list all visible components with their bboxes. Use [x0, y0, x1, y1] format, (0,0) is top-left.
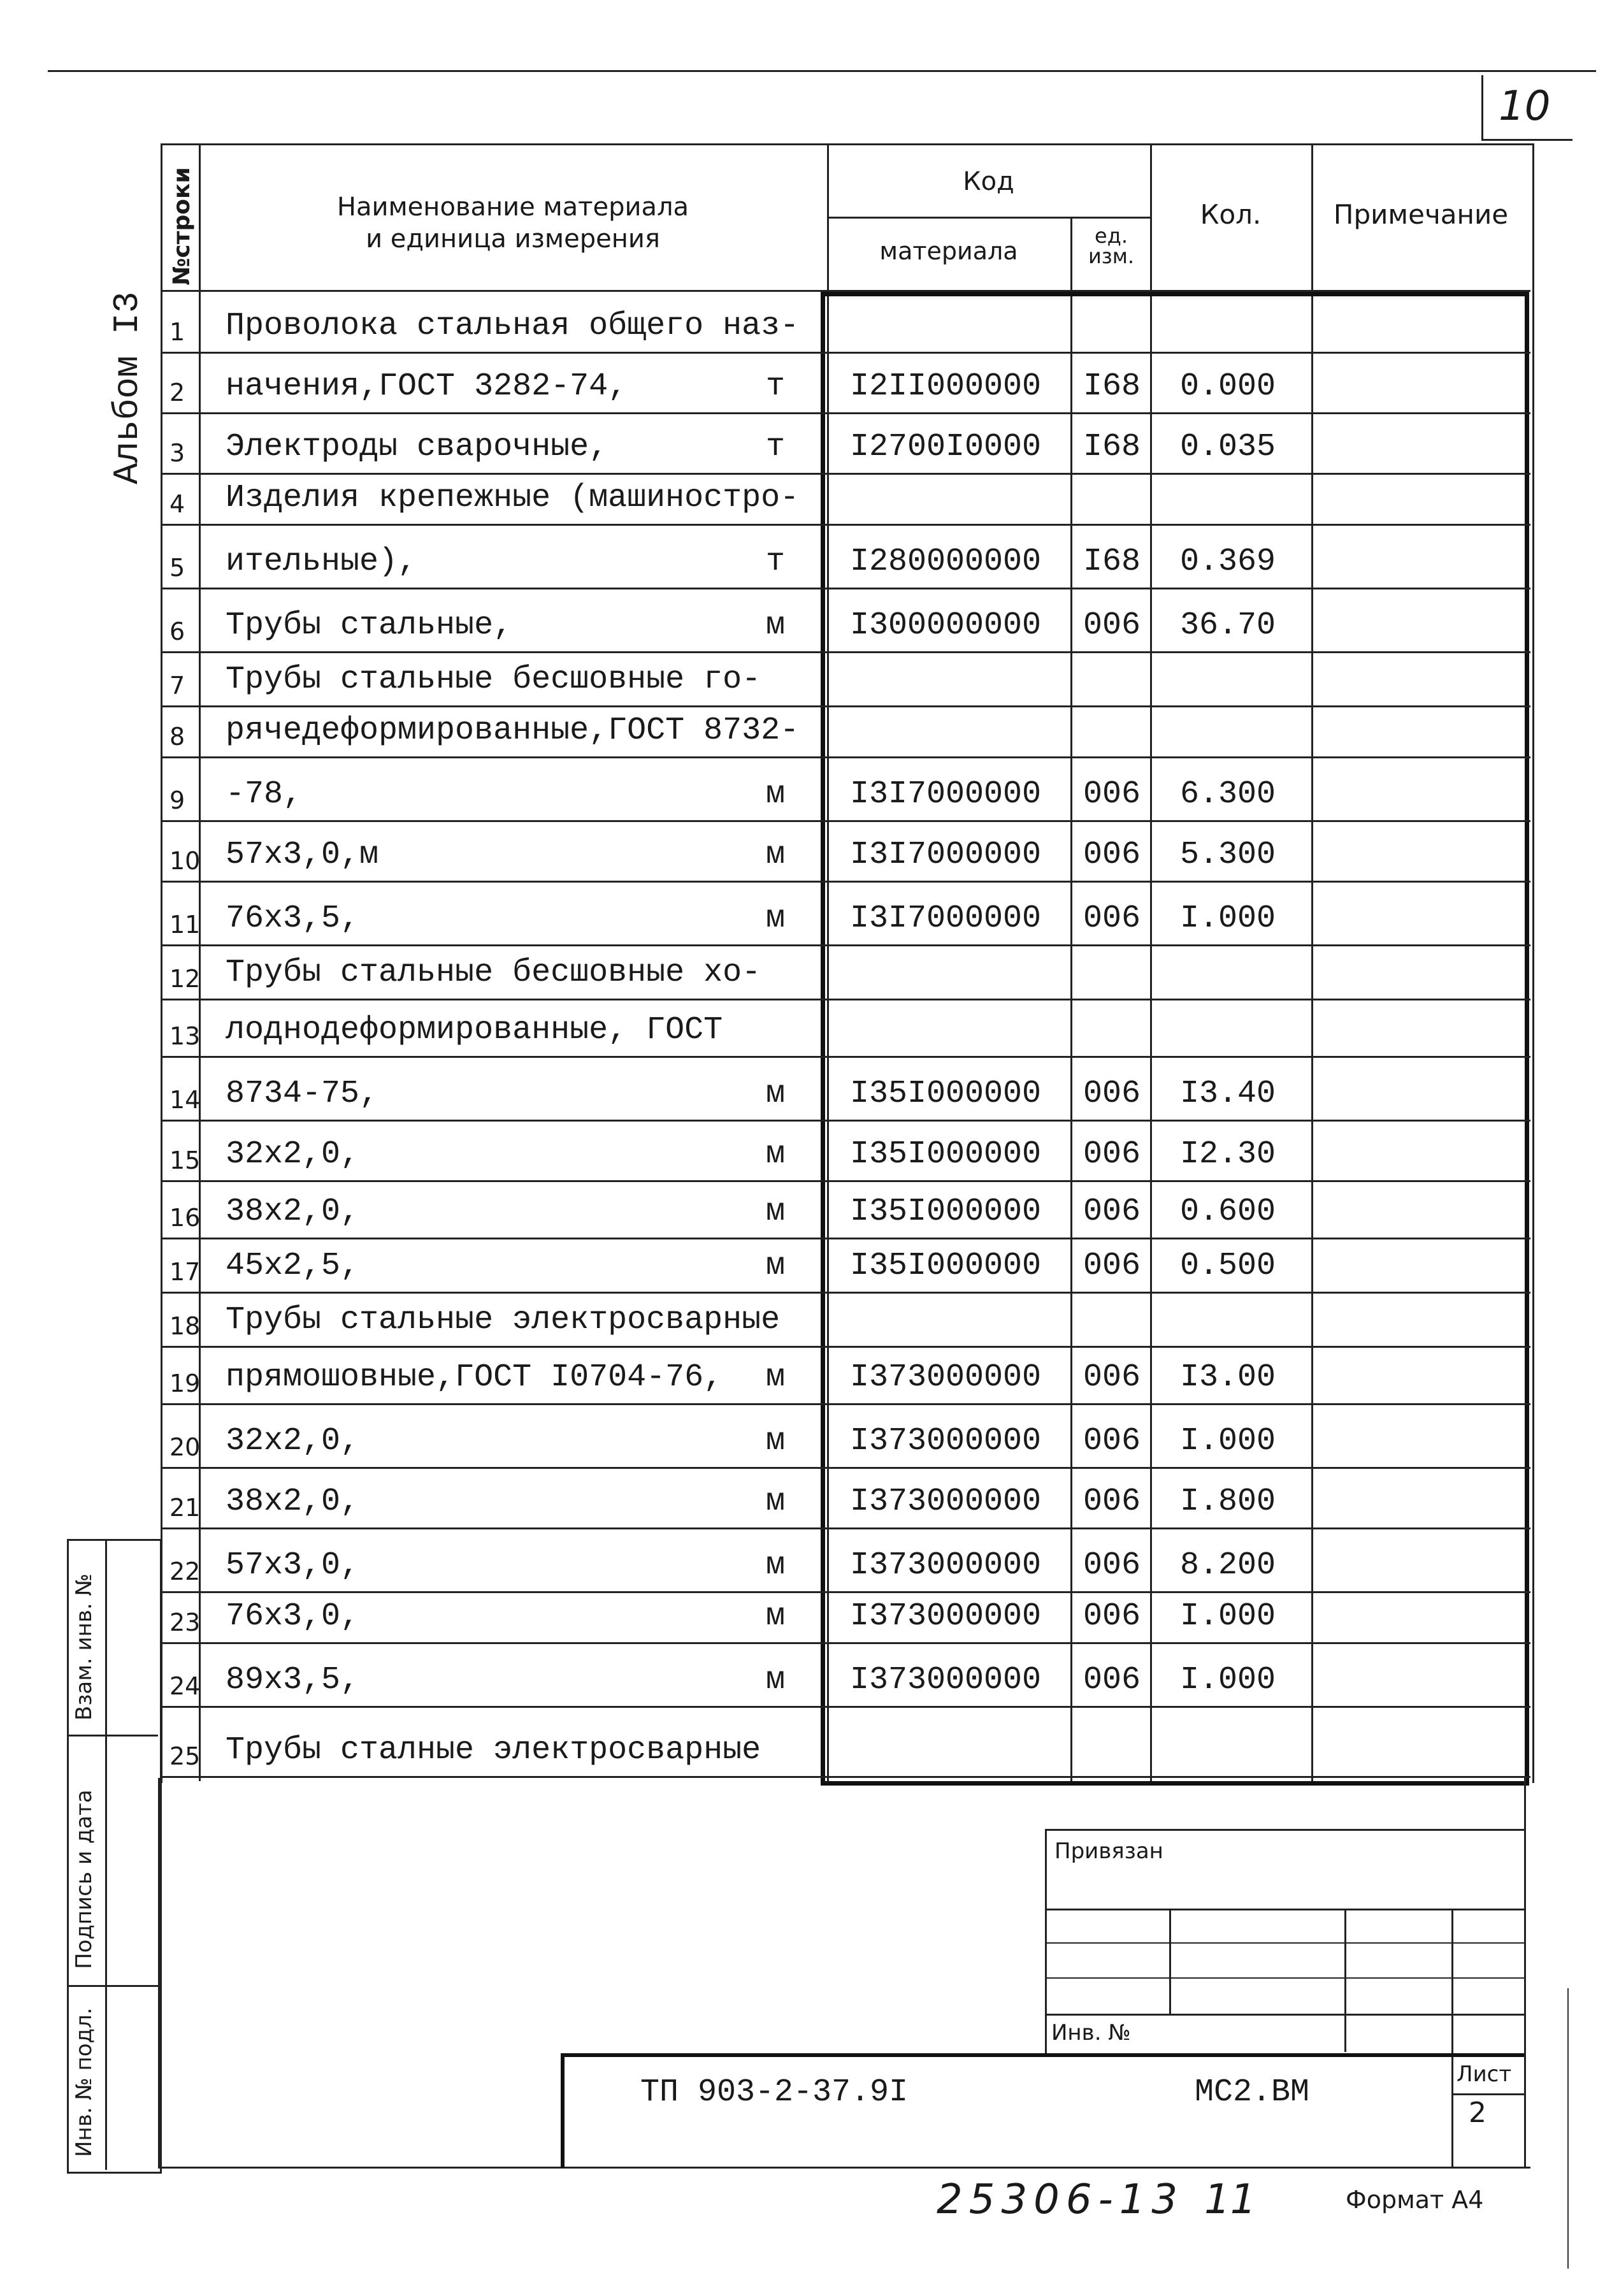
- privyazan-label: Привязан: [1054, 1838, 1163, 1864]
- material-name: 76x3,0,: [226, 1598, 360, 1635]
- table-row: [161, 1182, 1530, 1239]
- material-name: лоднодеформированные, ГОСТ: [226, 1012, 723, 1048]
- unit-code: 006: [1083, 1248, 1141, 1284]
- unit-code: 006: [1083, 607, 1141, 644]
- row-number: 8: [169, 723, 185, 751]
- footer-handwritten-page: 11: [1204, 2176, 1256, 2223]
- row-number: 24: [169, 1672, 201, 1700]
- row-number: 2: [169, 379, 185, 407]
- quantity: 0.369: [1180, 544, 1276, 580]
- material-code: I373000000: [850, 1547, 1042, 1584]
- material-unit: м: [766, 1194, 786, 1230]
- tb-v1: [1169, 1909, 1171, 2014]
- hdr-row-no: №строки: [169, 167, 195, 285]
- material-name: -78,: [226, 776, 303, 812]
- row-number: 23: [169, 1608, 201, 1636]
- table-row: [161, 1294, 1530, 1348]
- footer-format: Формат А4: [1346, 2186, 1484, 2214]
- sheet-number: 2: [1469, 2097, 1486, 2129]
- title-strip-left: [561, 2053, 565, 2168]
- sheet-cell-split: [1451, 2093, 1524, 2095]
- row-number: 6: [169, 617, 185, 646]
- row-number: 7: [169, 672, 185, 700]
- material-unit: м: [766, 1423, 786, 1459]
- table-row: [161, 758, 1530, 822]
- material-name: Изделия крепежные (машиностро-: [226, 480, 800, 516]
- top-rule: [48, 70, 1596, 72]
- material-name: 89x3,5,: [226, 1662, 360, 1698]
- quantity: 0.600: [1180, 1194, 1276, 1230]
- table-row: [161, 1644, 1530, 1708]
- row-number: 15: [169, 1146, 201, 1174]
- material-name: Трубы стальные электросварные: [226, 1302, 781, 1338]
- frame-bottom: [158, 2167, 1530, 2169]
- material-name: Проволока стальная общего наз-: [226, 308, 800, 344]
- table-row: [161, 946, 1530, 1000]
- material-unit: т: [766, 368, 786, 405]
- row-number: 22: [169, 1557, 201, 1585]
- material-name: прямошовные,ГОСТ I0704-76,: [226, 1359, 723, 1396]
- material-code: I373000000: [850, 1423, 1042, 1459]
- quantity: I3.40: [1180, 1076, 1276, 1112]
- side-stamp-h2: [67, 1985, 158, 1987]
- material-name: 32x2,0,: [226, 1136, 360, 1173]
- material-code: I2700I0000: [850, 429, 1042, 465]
- material-name: рячедеформированные,ГОСТ 8732-: [226, 712, 800, 749]
- quantity: 36.70: [1180, 607, 1276, 644]
- unit-code: 006: [1083, 1547, 1141, 1584]
- material-code: I3I7000000: [850, 776, 1042, 812]
- quantity: I.000: [1180, 1423, 1276, 1459]
- row-number: 1: [169, 318, 185, 346]
- podpis-data-label: Подпись и дата: [71, 1789, 97, 1969]
- material-name: 57x3,0,м: [226, 837, 379, 873]
- quantity: I3.00: [1180, 1359, 1276, 1396]
- table-row: [161, 589, 1530, 653]
- tb-v3: [1451, 1909, 1453, 2167]
- material-unit: м: [766, 1662, 786, 1698]
- material-unit: м: [766, 1547, 786, 1584]
- unit-code: 006: [1083, 1484, 1141, 1520]
- quantity: 0.000: [1180, 368, 1276, 405]
- unit-code: 006: [1083, 776, 1141, 812]
- sheet-label: Лист: [1457, 2061, 1512, 2087]
- table-row: [161, 1348, 1530, 1405]
- row-number: 18: [169, 1312, 201, 1340]
- quantity: 8.200: [1180, 1547, 1276, 1584]
- hdr-code-material: материала: [879, 237, 1018, 265]
- album-label: Альбом I3: [107, 291, 148, 484]
- hdr-name-text: Наименование материала и единица измерения: [336, 192, 689, 254]
- material-unit: т: [766, 544, 786, 580]
- unit-code: I68: [1083, 429, 1141, 465]
- material-name: Трубы стальные,: [226, 607, 513, 644]
- material-code: I3I7000000: [850, 837, 1042, 873]
- unit-code: 006: [1083, 1359, 1141, 1396]
- material-name: 38x2,0,: [226, 1194, 360, 1230]
- material-name: 57x3,0,: [226, 1547, 360, 1584]
- material-code: I35I000000: [850, 1136, 1042, 1173]
- table-row: [161, 1000, 1530, 1058]
- unit-code: 006: [1083, 1598, 1141, 1635]
- table-row: [161, 526, 1530, 589]
- material-unit: м: [766, 776, 786, 812]
- quantity: 0.035: [1180, 429, 1276, 465]
- quantity: I.800: [1180, 1484, 1276, 1520]
- row-number: 5: [169, 554, 185, 582]
- table-row: [161, 414, 1530, 475]
- material-code: I373000000: [850, 1484, 1042, 1520]
- table-row: [161, 293, 1530, 354]
- unit-code: 006: [1083, 1076, 1141, 1112]
- row-number: 3: [169, 439, 185, 467]
- unit-code: 006: [1083, 1136, 1141, 1173]
- quantity: I.000: [1180, 1662, 1276, 1698]
- row-number: 19: [169, 1369, 201, 1397]
- material-unit: м: [766, 1136, 786, 1173]
- corner-number: 10: [1499, 83, 1551, 130]
- row-number: 14: [169, 1086, 201, 1114]
- quantity: 5.300: [1180, 837, 1276, 873]
- material-name: 8734-75,: [226, 1076, 379, 1112]
- material-unit: м: [766, 1484, 786, 1520]
- frame-left-lower: [158, 1778, 160, 2168]
- table-row: [161, 1405, 1530, 1469]
- unit-code: I68: [1083, 544, 1141, 580]
- side-stamp-h1: [67, 1735, 158, 1736]
- material-name: Трубы стальные бесшовные хо-: [226, 955, 761, 991]
- row-number: 4: [169, 490, 185, 518]
- material-name: 32x2,0,: [226, 1423, 360, 1459]
- hdr-note: Примечание: [1333, 199, 1509, 230]
- row-number: 20: [169, 1433, 201, 1461]
- quantity: I.000: [1180, 900, 1276, 937]
- title-strip-top: [561, 2053, 1524, 2057]
- table-row: [161, 1058, 1530, 1122]
- inv-no-label: Инв. №: [1051, 2020, 1131, 2046]
- hdr-code-group: Код: [963, 167, 1014, 196]
- table-row: [161, 1593, 1530, 1644]
- table-row: [161, 822, 1530, 883]
- tb-v2: [1344, 1909, 1346, 2052]
- unit-code: 006: [1083, 1194, 1141, 1230]
- material-code: I373000000: [850, 1359, 1042, 1396]
- quantity: 6.300: [1180, 776, 1276, 812]
- table-row: [161, 475, 1530, 526]
- material-name: 38x2,0,: [226, 1484, 360, 1520]
- inv-podl-label: Инв. № подл.: [71, 2007, 97, 2157]
- material-name: Трубы стальные бесшовные го-: [226, 661, 761, 698]
- side-stamp-divider: [105, 1539, 107, 2170]
- footer-handwritten-number: 25306-13: [937, 2176, 1184, 2223]
- material-unit: м: [766, 1598, 786, 1635]
- quantity: 0.500: [1180, 1248, 1276, 1284]
- table-row: [161, 1239, 1530, 1294]
- doc-mark: МС2.ВМ: [1195, 2074, 1310, 2111]
- unit-code: 006: [1083, 1423, 1141, 1459]
- table-row: [161, 883, 1530, 946]
- table-row: [161, 707, 1530, 758]
- doc-code: ТП 903-2-37.9I: [640, 2074, 909, 2111]
- hdr-name: [210, 191, 816, 255]
- material-unit: м: [766, 1359, 786, 1396]
- material-unit: т: [766, 429, 786, 465]
- material-code: I35I000000: [850, 1248, 1042, 1284]
- row-number: 13: [169, 1022, 201, 1050]
- hdr-code-unit: ед. изм.: [1088, 224, 1135, 268]
- vzam-inv-label: Взам. инв. №: [71, 1573, 97, 1721]
- material-code: I280000000: [850, 544, 1042, 580]
- row-number: 17: [169, 1258, 201, 1286]
- table-row: [161, 653, 1530, 707]
- material-code: I300000000: [850, 607, 1042, 644]
- hdr-qty: Кол.: [1200, 199, 1262, 230]
- row-number: 9: [169, 786, 185, 814]
- material-name: Электроды сварочные,: [226, 429, 608, 465]
- quantity: I.000: [1180, 1598, 1276, 1635]
- material-code: I373000000: [850, 1598, 1042, 1635]
- table-row: [161, 1529, 1530, 1593]
- unit-code: I68: [1083, 368, 1141, 405]
- material-name: Трубы сталные электросварные: [226, 1732, 761, 1768]
- unit-code: 006: [1083, 837, 1141, 873]
- material-unit: м: [766, 1248, 786, 1284]
- row-number: 16: [169, 1204, 201, 1232]
- table-row: [161, 1122, 1530, 1182]
- material-code: I2II000000: [850, 368, 1042, 405]
- material-name: 76x3,5,: [226, 900, 360, 937]
- unit-code: 006: [1083, 900, 1141, 937]
- table-row: [161, 1469, 1530, 1529]
- material-name: начения,ГОСТ 3282-74,: [226, 368, 628, 405]
- table-row: [161, 354, 1530, 414]
- material-name: ительные),: [226, 544, 417, 580]
- material-unit: м: [766, 900, 786, 937]
- material-unit: м: [766, 1076, 786, 1112]
- quantity: I2.30: [1180, 1136, 1276, 1173]
- row-number: 10: [169, 847, 201, 875]
- right-margin-line: [1567, 1988, 1569, 2269]
- unit-code: 006: [1083, 1662, 1141, 1698]
- material-code: I35I000000: [850, 1076, 1042, 1112]
- material-code: I373000000: [850, 1662, 1042, 1698]
- row-number: 25: [169, 1742, 201, 1770]
- material-name: 45x2,5,: [226, 1248, 360, 1284]
- material-code: I35I000000: [850, 1194, 1042, 1230]
- row-number: 21: [169, 1494, 201, 1522]
- material-unit: м: [766, 607, 786, 644]
- material-code: I3I7000000: [850, 900, 1042, 937]
- table-row: [161, 1708, 1530, 1778]
- row-number: 11: [169, 911, 201, 939]
- row-number: 12: [169, 965, 201, 993]
- material-unit: м: [766, 837, 786, 873]
- hdr-kod-split: [827, 217, 1150, 219]
